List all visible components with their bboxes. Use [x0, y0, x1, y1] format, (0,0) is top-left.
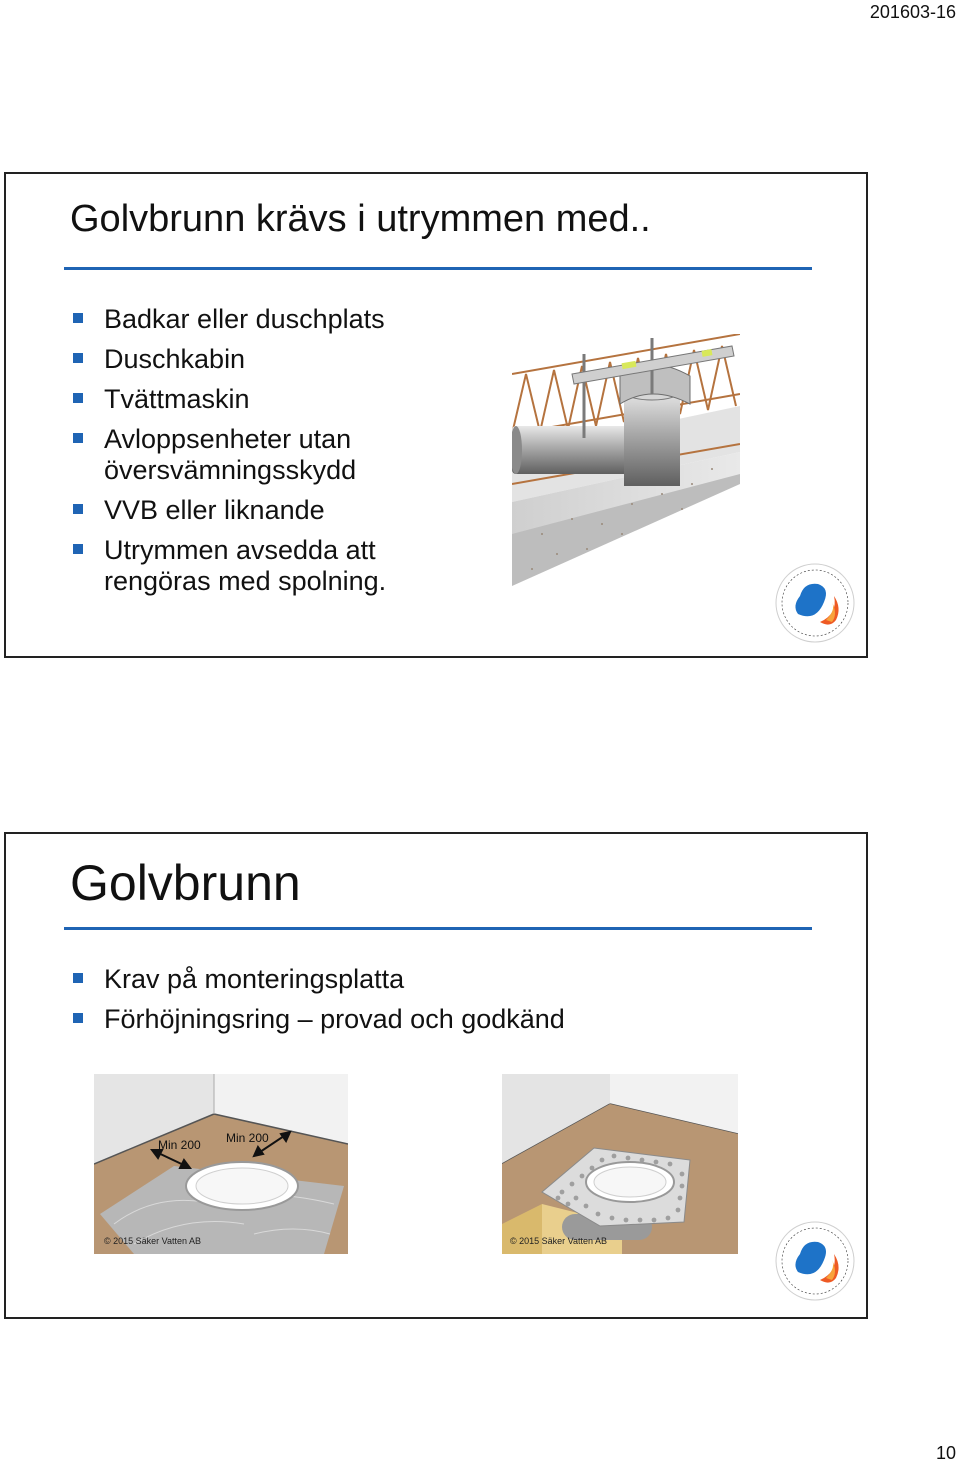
slide-title: Golvbrunn — [70, 855, 301, 911]
square-bullet-icon — [73, 544, 83, 554]
title-rule — [64, 927, 812, 930]
page-number: 10 — [935, 1443, 956, 1463]
bullet-item: Tvättmaskin — [70, 384, 434, 415]
page-date: 201603-16 — [869, 2, 956, 22]
square-bullet-icon — [73, 353, 83, 363]
square-bullet-icon — [73, 313, 83, 323]
bullet-list — [70, 304, 434, 606]
bullet-item: VVB eller liknande — [70, 495, 434, 526]
square-bullet-icon — [73, 393, 83, 403]
slide-2 — [4, 832, 868, 1319]
slide-title: Golvbrunn krävs i utrymmen med.. — [70, 198, 651, 240]
saker-vatten-logo — [774, 1220, 856, 1302]
bullet-item: Duschkabin — [70, 344, 434, 375]
min-200-right-label: Min 200 — [226, 1131, 269, 1145]
bullet-item: Förhöjningsring – provad och godkänd — [70, 1004, 565, 1035]
square-bullet-icon — [73, 433, 83, 443]
square-bullet-icon — [73, 1013, 83, 1023]
bullet-item: Utrymmen avsedda att rengöras med spolning. — [70, 535, 434, 597]
square-bullet-icon — [73, 973, 83, 983]
mounting-plate-illustration — [94, 1074, 348, 1254]
saker-vatten-logo — [774, 562, 856, 644]
bullet-item: Krav på monteringsplatta — [70, 964, 565, 995]
bullet-item: Badkar eller duschplats — [70, 304, 434, 335]
bullet-item: Avloppsenheter utan översvämningsskydd — [70, 424, 434, 486]
square-bullet-icon — [73, 504, 83, 514]
copyright-text: © 2015 Säker Vatten AB — [104, 1236, 202, 1246]
slide-1 — [4, 172, 868, 658]
min-200-left-label: Min 200 — [158, 1138, 201, 1152]
bullet-list — [70, 964, 565, 1044]
raising-ring-illustration — [502, 1074, 738, 1254]
title-rule — [64, 267, 812, 270]
floor-drain-illustration — [512, 334, 740, 586]
copyright-text: © 2015 Säker Vatten AB — [510, 1236, 608, 1246]
